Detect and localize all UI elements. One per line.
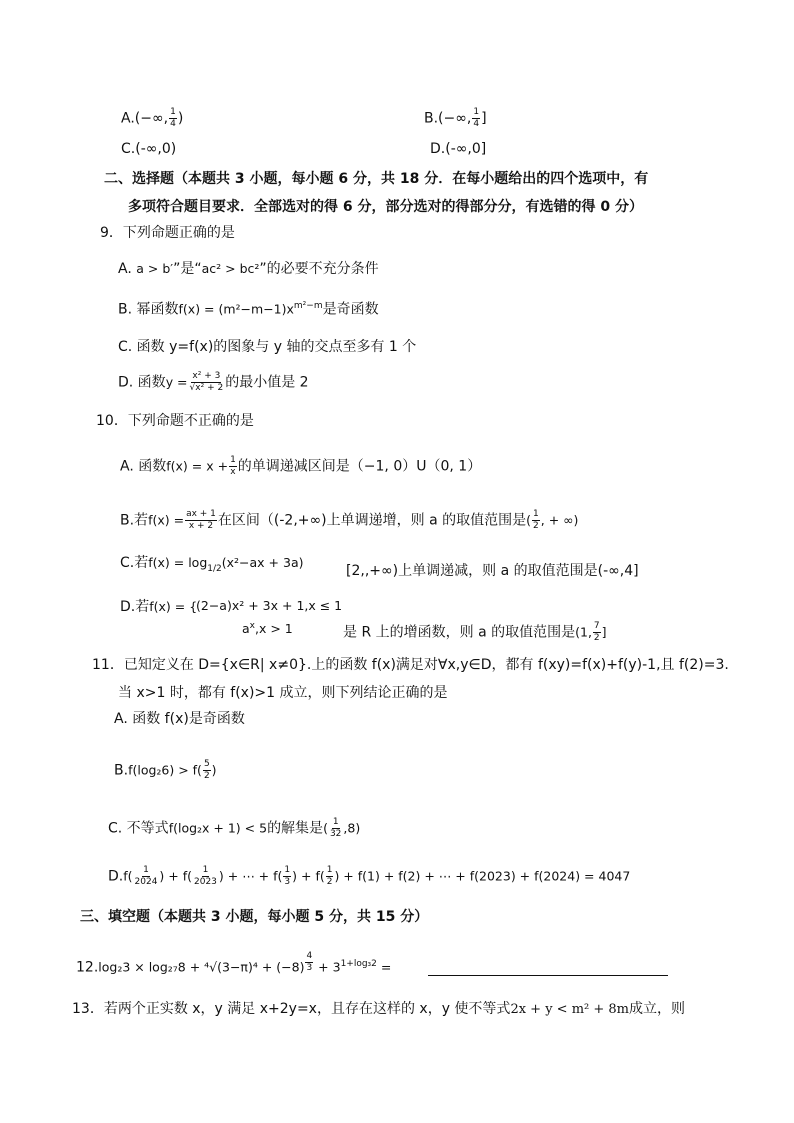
q10-option-c: C.若$f(x) = \log_{1/2}(x^2-ax + 3a)$ [120, 555, 304, 574]
q9-option-d: D. 函数y = $\frac{\text{x² + 3}}{\text{√x² + 2}}$ 的最小值是 2 [118, 371, 309, 393]
q9-option-c: C. 函数 y=f(x)的图象与 y 轴的交点至多有 1 个 [118, 339, 417, 355]
q11-option-b: B.f(log₂6) > f( $\frac{5}{2}$ ) [114, 759, 217, 781]
section2-heading-line1: 二、选择题（本题共 3 小题，每小题 6 分，共 18 分．在每小题给出的四个选项中，有 [104, 171, 649, 187]
q10-option-d-case1: (2−a)x² + 3x + 1,x ≤ 1 [196, 598, 343, 613]
option-a-prev: A.(−∞, $\frac{1}{4}$ ) [121, 107, 184, 129]
q9-option-b: B. 幂函数$f(x) = (m^2-m-1)x^{m^2-m}$是奇函数 [118, 301, 379, 318]
q10-option-b: B.若f(x) = $\frac{ax + 1}{x + 2}$ 在区间（(-2,+∞)上单调递增，则 a 的取值范围是( $\frac{1}{2}$ , + ∞) [120, 509, 579, 531]
q12-expression: 12.log₂3 × log₂₇8 + ⁴√(3−π)⁴ + (−8) $^{\frac{4}{3}}$ + $3^{1+log_32}$ = [76, 951, 392, 976]
q11-stem-line1: 11．已知定义在 D={x∈R| x≠0}.上的函数 f(x)满足对∀x,y∈D，都有 f(xy)=f(x)+f(y)-1,且 f(2)=3. [92, 657, 729, 673]
q10-option-d-left: D.若f(x) = { [120, 599, 198, 615]
option-c-prev: C.(-∞,0) [121, 141, 177, 157]
option-b-prev: B.(−∞, $\frac{1}{4}$ ] [424, 107, 487, 129]
option-d-prev: D.(-∞,0] [430, 141, 487, 157]
q9-option-a: A. a > b′”是“ac² > bc²”的必要不充分条件 [118, 261, 379, 277]
q12-answer-blank[interactable] [428, 975, 668, 976]
q10-option-d-suffix: 是 R 上的增函数，则 a 的取值范围是(1, $\frac{7}{2}$ ] [343, 621, 607, 643]
q10-option-a: A. 函数f(x) = x + $\frac{1}{x}$ 的单调递减区间是（−1, 0）U（0, 1） [120, 455, 482, 477]
q10-stem: 10．下列命题不正确的是 [96, 413, 254, 429]
q10-option-d-case2: $a^x,x > 1$ [242, 621, 293, 637]
q13-stem: 13．若两个正实数 x，y 满足 x+2y=x，且存在这样的 x，y 使不等式2x + y < m² + 8m成立，则 [72, 1001, 685, 1017]
q10-option-c-suffix: [2,,+∞)上单调递减，则 a 的取值范围是(-∞,4] [346, 563, 639, 579]
q9-stem: 9．下列命题正确的是 [100, 225, 235, 241]
q11-option-c: C. 不等式f(log₂x + 1) < 5的解集是( $\frac{1}{32}$ ,8) [108, 817, 361, 839]
q11-stem-line2: 当 x>1 时，都有 f(x)>1 成立，则下列结论正确的是 [118, 685, 448, 701]
q11-option-a: A. 函数 f(x)是奇函数 [114, 711, 245, 727]
q11-option-d: D.f( $\frac{1}{2024}$ ) + f( $\frac{1}{2023}$ ) + ⋯ + f( $\frac{1}{3}$ ) + f( $\frac{1}{2}$ ) + f(1) + f(2) + ⋯ + f(2023) + f(2024) = 4047 [108, 865, 631, 887]
section3-heading: 三、填空题（本题共 3 小题，每小题 5 分，共 15 分） [80, 909, 429, 925]
section2-heading-line2: 多项符合题目要求．全部选对的得 6 分，部分选对的得部分分，有选错的得 0 分） [128, 199, 643, 215]
